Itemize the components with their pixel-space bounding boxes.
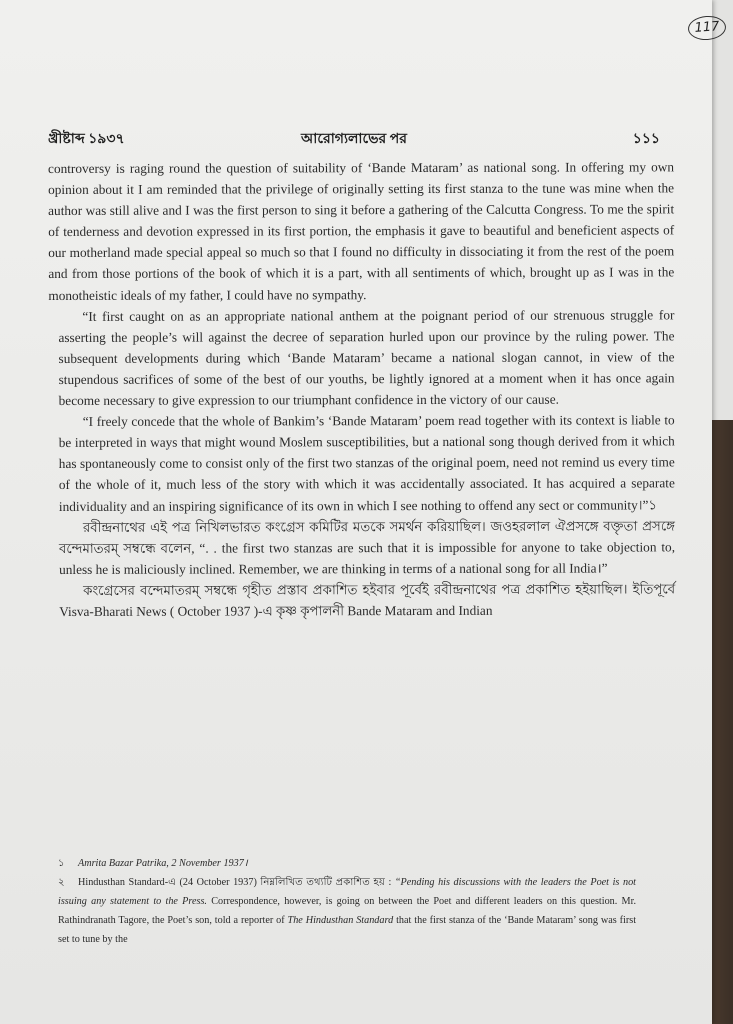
footnote-tail: that the first stanza of the ‘Bande Mataram’ song was first set to tune by the: [58, 915, 637, 945]
page-number: ১১১: [632, 132, 660, 147]
folio-mark: 117: [687, 15, 727, 42]
running-head: [48, 127, 660, 147]
footnote-lead: Hindusthan Standard-এ (24 October 1937) নিম্নলিখিত তথ্যটি প্রকাশিত হয় :: [78, 877, 392, 888]
footnote: [58, 854, 636, 873]
body-text: [48, 156, 675, 622]
paragraph: কংগ্রেসের বন্দেমাতরম্ সম্বন্ধে গৃহীত প্রস্তাব প্রকাশিত হইবার পূর্বেই রবীন্দ্রনাথের পত্র প্রকাশিত হইয়াছিল। ইতিপূর্বে Visva-Bharati News ( October 1937 )-এ কৃষ্ণ কৃপালনী Bande Mataram and Indian: [59, 581, 676, 619]
paragraph: “I freely concede that the whole of Bankim’s ‘Bande Mataram’ poem read together with its context is liable to be interpreted in ways that might wound Moslem susceptibilities, but a national song though derived from it which has spontaneously come to consist only of the first two stanzas of the original poem, need not remind us every time of the whole of it, much less of the story with which it was accidentally associated. It has acquired a separate individuality and an inspiring significance of its own in which I see nothing to offend any sect or community।”১: [58, 412, 675, 514]
running-head-year: খ্রীষ্টাব্দ ১৯৩৭: [48, 132, 125, 147]
paragraph: “It first caught on as an appropriate national anthem at the poignant period of our strenuous struggle for asserting the people’s will against the decree of separation hurled upon our province by the ruling power. The subsequent developments during which ‘Bande Mataram’ became a national slogan cannot, in view of the stupendous sacrifices of some of the best of our youths, be lightly ignored at a moment when it has once again become necessary to give expression to our triumphant confidence in the victory of our cause.: [58, 307, 675, 409]
footnotes: [58, 854, 636, 949]
footnote-rest: Correspondence, however, is going on between the Poet and different leaders on this question. Mr. Rathindranath Tagore, the Poet’s son, told a reporter of: [58, 896, 636, 926]
paragraph: রবীন্দ্রনাথের এই পত্র নিখিলভারত কংগ্রেস কমিটির মতকে সমর্থন করিয়াছিল। জওহরলাল ঐপ্রসঙ্গে বক্তৃতা প্রসঙ্গে বন্দেমাতরম্ সম্বন্ধে বলেন, “. . the first two stanzas are such that it is impossible for anyone to take objection to, unless he is maliciously inclined. Remember, we are thinking in terms of a national song for all India।”: [59, 517, 676, 577]
footnote: [58, 873, 636, 949]
footnote-text: Amrita Bazar Patrika, 2 November 1937।: [78, 858, 248, 869]
footnote-quote: “Pending his discussions with the leaders the Poet is not issuing any statement to the Press.: [58, 877, 637, 907]
footnote-paper-name: The Hindusthan Standard: [287, 915, 394, 926]
footnote-mark: ১: [58, 858, 65, 869]
running-head-title: আরোগ্যলাভের পর: [301, 132, 407, 147]
footnote-mark: ২: [58, 877, 65, 888]
paragraph: controversy is raging round the question of suitability of ‘Bande Mataram’ as national song. In offering my own opinion about it I am reminded that the privilege of originally setting its first stanza to the tune was mine when the author was still alive and I was the first person to sing it before a gathering of the Calcutta Congress. To me the spirit of tenderness and devotion expressed in its first portion, the emphasis it gave to beautiful and beneficient aspects of our motherland made special appeal so much so that I found no difficulty in dissociating it from the rest of the poem and from those portions of the book of which it is a part, with all sentiments of which, brought up as I was in the monotheistic ideals of my father, I could have no sympathy.: [48, 159, 675, 303]
